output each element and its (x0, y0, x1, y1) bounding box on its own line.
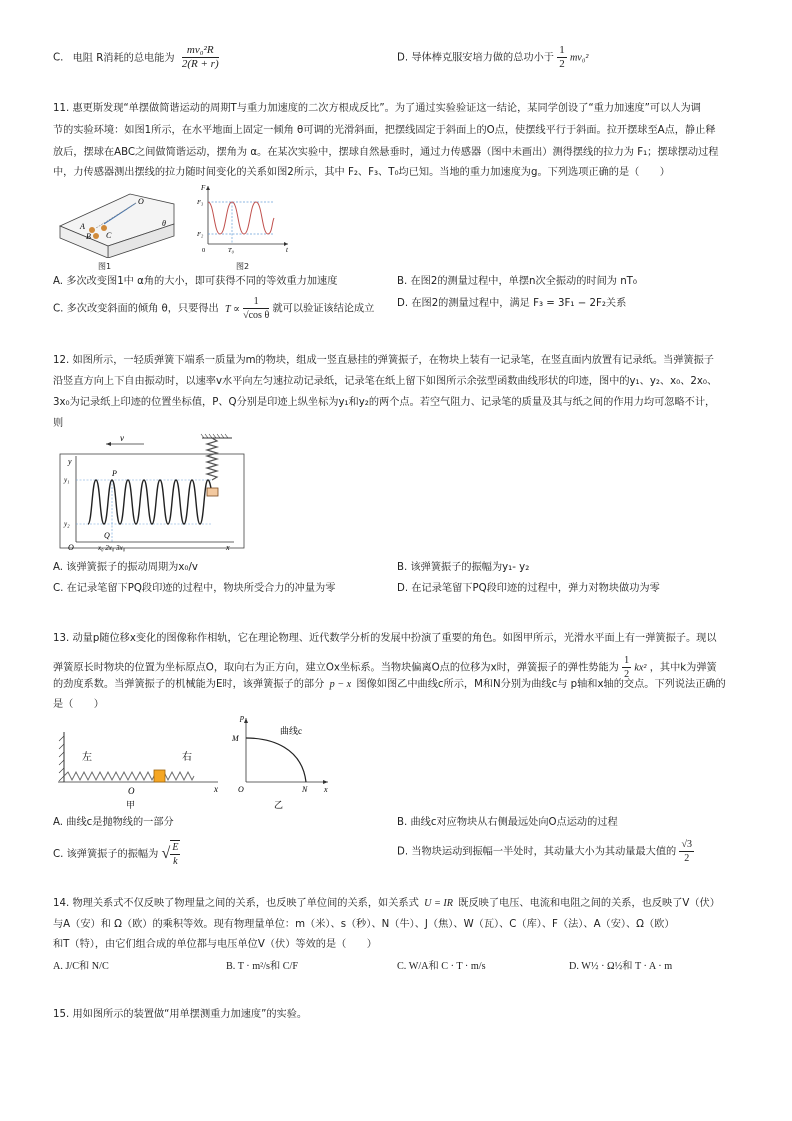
q13-caption-jia: 甲 (126, 800, 136, 810)
q13-line-2 (53, 654, 717, 681)
q10-option-c (53, 44, 219, 71)
q13-label-p: p (240, 713, 244, 722)
q10-d-tail: mv₀² (569, 52, 589, 64)
q12-figure-spring-recorder (54, 430, 250, 552)
q13-line-1: 13. 动量p随位移x变化的图像称作相轨，它在理论物理、近代数学分析的发展中扮演了重要的角色。如图甲所示，光滑水平面上有一弹簧振子。现以 (53, 633, 717, 644)
q13-c-numerator: E (172, 842, 179, 853)
q12-option-c: C. 在记录笔留下PQ段印迹的过程中，物块所受合力的冲量为零 (53, 583, 336, 594)
q11-line-1: 11. 惠更斯发现“单摆做简谐运动的周期T与重力加速度的二次方根成反比”。为了通过实验验证这一结论，某同学创设了“重力加速度”可以人为调 (53, 103, 701, 114)
q14-line-1-tail: 既反映了电压、电流和电阻之间的关系，也反映了V（伏） (458, 898, 720, 909)
q12-label-x: x (226, 543, 230, 552)
q11-fig1-caption: 图1 (98, 262, 112, 271)
q11-fig1-label-c: C (106, 231, 112, 240)
q13-d-numerator: √3 (681, 839, 692, 850)
q13-spring (64, 772, 194, 780)
q11-fig2-label-f3: F₃ (197, 199, 204, 206)
q12-option-b: B. 该弹簧振子的振幅为y₁- y₂ (397, 562, 530, 573)
q10-option-c-fraction (182, 44, 219, 71)
q13-line-2-tail: ，其中k为弹簧 (649, 662, 717, 674)
q10-option-d (397, 44, 588, 71)
q13-option-c-text: C. 该弹簧振子的振幅为 (53, 849, 159, 860)
q13-label-m: M (232, 734, 239, 743)
q14-line-1-expr: U = IR (424, 898, 454, 909)
q11-line-3: 放后，摆球在ABC之间做简谐运动，摆角为 α。在某次实验中，摆球自然悬垂时，通过力传感器（图中未画出）测得摆线的拉力为 F₁；摆球摆动过程 (53, 147, 719, 158)
q12-trace-curve (88, 480, 212, 524)
q10-option-d-fraction (557, 44, 567, 71)
q11-fig2-label-t0: T₀ (228, 247, 234, 254)
q13-curve-c (246, 738, 306, 782)
q13-line-2-fraction (622, 654, 631, 681)
q11-figure-1-incline (52, 186, 182, 258)
q13-option-c (53, 840, 180, 868)
q13-option-b: B. 曲线c对应物块从右侧最远处向O点运动的过程 (397, 817, 618, 828)
q12-label-o: O (68, 543, 74, 552)
q10-option-c-label: C. (53, 52, 64, 64)
q13-line-3-text: 的劲度系数。当弹簧振子的机械能为E时，该弹簧振子的部分 (53, 679, 325, 690)
q13-line-3-expr: p − x (329, 679, 352, 690)
q12-label-y: y (68, 457, 72, 466)
q10-d-denominator: 2 (559, 58, 565, 70)
q11-line-2: 节的实验环境：如图1所示，在水平地面上固定一倾角 θ可调的光滑斜面，把摆线固定于斜面上的O点，使摆线平行于斜面。拉开摆球至A点，静止释 (53, 125, 716, 136)
q10-option-d-text: D. 导体棒克服安培力做的总功小于 (397, 52, 554, 64)
q12-spring (207, 438, 217, 480)
q11-fig1-label-o: O (138, 197, 144, 206)
q11-fig1-label-b: B (86, 232, 91, 241)
q13-option-a: A. 曲线c是抛物线的一部分 (53, 817, 174, 828)
q13-line-3 (53, 678, 726, 692)
q13-label-left: 左 (82, 752, 92, 763)
q11-line-4: 中，力传感器测出摆线的拉力随时间变化的关系如图2所示，其中 F₂、F₃、T₀均已知。当地的重力加速度为g。下列选项正确的是（ ） (53, 167, 670, 178)
q12-label-q: Q (104, 531, 110, 540)
q11-c-denominator: √cos θ (243, 310, 270, 321)
q11-fig2-label-origin: 0 (202, 247, 206, 254)
q11-option-b: B. 在图2的测量过程中，单摆n次全振动的时间为 nT₀ (397, 276, 637, 287)
q12-line-1: 12. 如图所示，一轻质弹簧下端系一质量为m的物块，组成一竖直悬挂的弹簧振子，在物块上装有一记录笔，在竖直面内放置有记录纸。当弹簧振子 (53, 355, 714, 366)
q13-label-n: N (302, 785, 308, 794)
q13-label-x2: x (324, 785, 328, 794)
q13-d-denominator: 2 (684, 853, 690, 864)
q11-fig2-label-t: t (286, 246, 288, 254)
q14-line-1-text: 14. 物理关系式不仅反映了物理量之间的关系，也反映了单位间的关系，如关系式 (53, 898, 419, 909)
q11-figure-2-force-graph (196, 182, 292, 256)
q14-option-a: A. J/C和 N/C (53, 961, 109, 972)
q12-label-y1: y₁ (64, 476, 70, 484)
q12-line-4: 则 (53, 418, 64, 429)
q13-label-x: x (214, 784, 218, 794)
q14-option-b: B. T · m²/s和 C/F (226, 961, 299, 972)
q12-line-2: 沿竖直方向上下自由振动时，以速率v水平向左匀速拉动记录纸，记录笔在纸上留下如图所示余弦型函数曲线形状的印迹，图中的y₁、y₂、x₀、2x₀、 (53, 376, 718, 387)
q13-label-curve-c: 曲线c (280, 726, 302, 736)
q11-ball-b (93, 233, 99, 239)
q14-line-3: 和T（特），由它们组合成的单位都与电压单位V（伏）等效的是（ ） (53, 939, 377, 950)
q13-line-2-expr: kx² (634, 662, 647, 674)
q12-line-3: 3x₀为记录纸上印迹的位置坐标值，P、Q分别是印迹上纵坐标为y₁和y₂的两个点。若空气阻力、记录笔的质量及其与纸之间的作用力均可忽略不计， (53, 397, 716, 408)
q13-half-denominator: 2 (624, 669, 630, 680)
q11-option-d: D. 在图2的测量过程中，满足 F₃ = 3F₁ − 2F₂关系 (397, 298, 627, 309)
q12-label-v: v (120, 433, 124, 443)
q13-label-right: 右 (182, 752, 192, 763)
q14-line-1 (53, 897, 720, 911)
q13-half-numerator: 1 (624, 655, 630, 666)
q13-label-origin: O (238, 785, 244, 794)
q11-fig2-caption: 图2 (236, 262, 250, 271)
q10-d-numerator: 1 (559, 44, 565, 56)
q13-block (154, 770, 165, 782)
q13-sqrt-symbol: √ (161, 845, 171, 862)
q12-label-x-ticks: x₀ 2x₀ 3x₀ (98, 544, 126, 552)
q13-c-denominator: k (173, 856, 178, 867)
q13-line-3-tail: 图像如图乙中曲线c所示，M和N分别为曲线c与 p轴和x轴的交点。下列说法正确的 (356, 679, 726, 690)
q12-label-y2: y₂ (64, 520, 70, 528)
q11-option-c-fraction (243, 295, 269, 322)
q14-line-2: 与A（安）和 Ω（欧）的乘积等效。现有物理量单位：m（米）、s（秒）、N（牛）、J（焦）、W（瓦）、C（库）、F（法）、A（安）、Ω（欧） (53, 919, 675, 930)
q12-option-a: A. 该弹簧振子的振动周期为x₀/v (53, 562, 198, 573)
q11-option-c-text: C. 多次改变斜面的倾角 θ，只要得出 (53, 303, 219, 315)
q13-option-c-fraction (170, 840, 180, 868)
q13-figure-yi-phase (228, 712, 338, 814)
q11-force-curve (208, 202, 274, 234)
q13-line-4: 是（ ） (53, 699, 104, 710)
q13-figure-jia-spring (54, 724, 226, 812)
q10-option-c-text: 电阻 R消耗的总电能为 (72, 52, 175, 64)
q10-c-numerator: mv₀²R (182, 44, 219, 58)
q14-option-d: D. W½ · Ω½和 T · A · m (569, 961, 673, 972)
q13-option-d-text: D. 当物块运动到振幅一半处时，其动量大小为其动量最大值的 (397, 846, 677, 858)
q11-fig1-label-a: A (80, 222, 85, 231)
q11-fig2-label-f: F (201, 184, 206, 192)
q11-fig2-label-f2: F₂ (197, 231, 204, 238)
q12-label-p: P (112, 469, 117, 478)
q13-option-d-fraction (679, 838, 694, 865)
q11-option-c-expr: T ∝ (224, 303, 240, 315)
q13-line-2-text: 弹簧原长时物块的位置为坐标原点O，取向右为正方向，建立Ox坐标系。当物块偏离O点的位移为x时，弹簧振子的弹性势能为 (53, 662, 619, 674)
q13-caption-yi: 乙 (274, 800, 284, 810)
q13-label-o: O (128, 786, 135, 796)
q12-block (207, 488, 218, 496)
q15-line-1: 15. 用如图所示的装置做“用单摆测重力加速度”的实验。 (53, 1009, 308, 1020)
q11-option-c (53, 295, 374, 322)
q10-c-denominator: 2(R + r) (181, 58, 219, 70)
q13-option-d (397, 838, 694, 865)
q11-c-numerator: 1 (243, 295, 269, 309)
q14-option-c: C. W/A和 C · T · m/s (397, 961, 486, 972)
q11-option-a: A. 多次改变图1中 α角的大小，即可获得不同的等效重力加速度 (53, 276, 338, 287)
q11-fig1-label-theta: θ (162, 219, 166, 228)
q11-option-c-tail: 就可以验证该结论成立 (272, 303, 375, 315)
q12-option-d: D. 在记录笔留下PQ段印迹的过程中，弹力对物块做功为零 (397, 583, 660, 594)
